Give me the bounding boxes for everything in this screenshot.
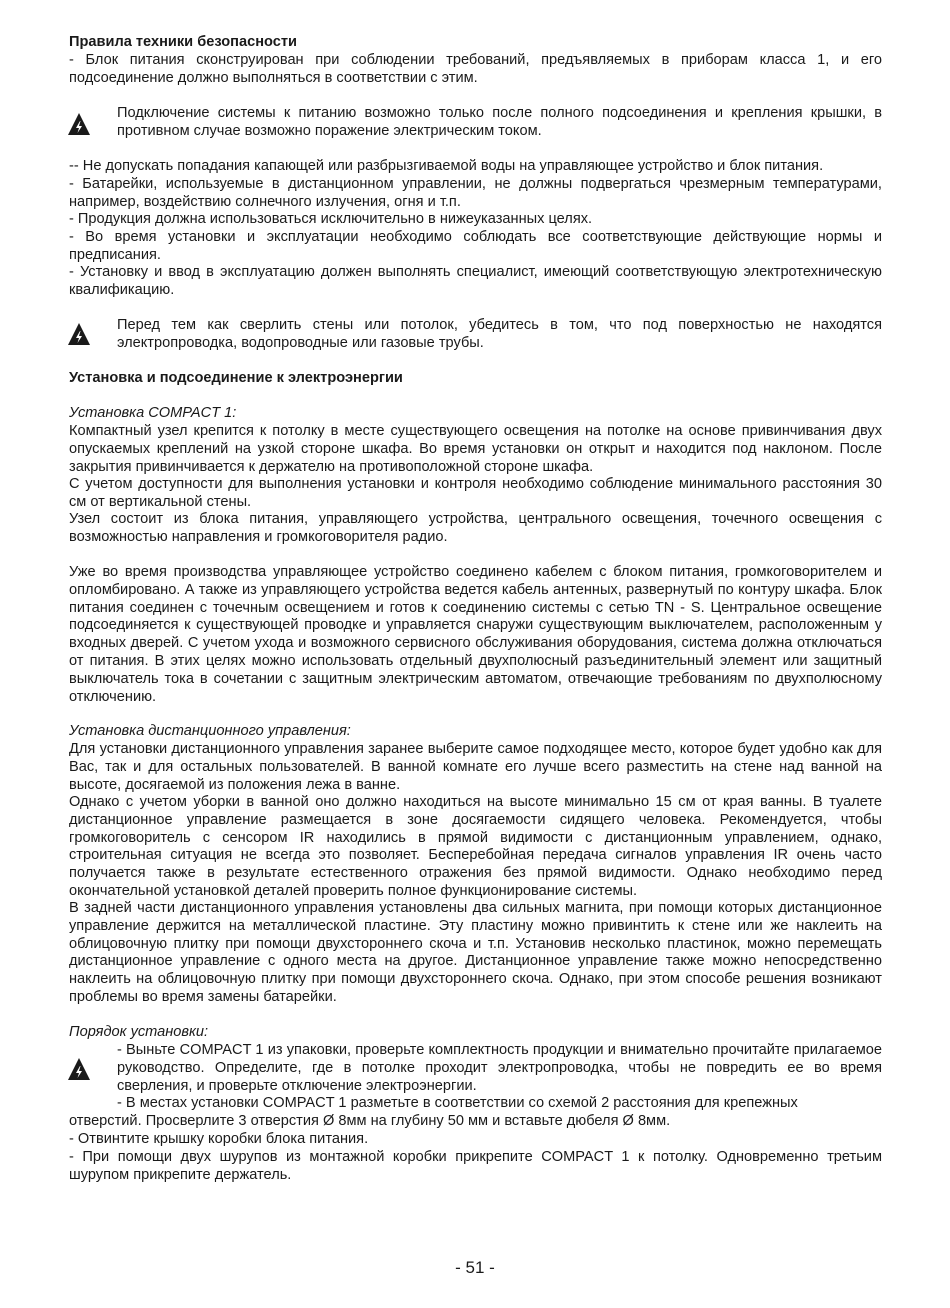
warning-text-power: Подключение системы к питанию возможно только после полного подсоединения и крепления крышки, в противном случае возможно поражение электрическим током.	[117, 105, 882, 139]
compact-paragraph: С учетом доступности для выполнения установки и контроля необходимо соблюдение минимального расстояния 30 см от вертикальной стены.	[69, 476, 882, 510]
safety-item: - Батарейки, используемые в дистанционном управлении, не должны подвергаться чрезмерным температурами, например, воздействию солнечного излучения, огня и т.п.	[69, 176, 882, 210]
safety-item: - Установку и ввод в эксплуатацию должен выполнять специалист, имеющий соответствующую электротехническую квалификацию.	[69, 264, 882, 298]
page-number: - 51 -	[455, 1258, 495, 1277]
install-heading: Установка и подсоединение к электроэнергии	[69, 370, 403, 386]
order-step: - При помощи двух шурупов из монтажной коробки прикрепите COMPACT 1 к потолку. Одновременно третьим шурупом прикрепите держатель.	[69, 1149, 882, 1183]
order-step-warning: - Выньте COMPACT 1 из упаковки, проверьте комплектность продукции и внимательно прочитайте прилагаемое руководство. Определите, где в потолке проходит электропроводка, чтобы не повредить ее во время сверления, и проверьте отключение электроэнергии.	[117, 1042, 882, 1094]
warning-icon	[68, 113, 90, 135]
safety-item: -- Не допускать попадания капающей или разбрызгиваемой воды на управляющее устройство и блок питания.	[69, 158, 824, 174]
remote-paragraph: Однако с учетом уборки в ванной оно должно находиться на высоте минимально 15 см от края ванны. В туалете дистанционное управление размещается в зоне досягаемости сидящего человека. Рекомендуется, чтобы громкоговоритель с сенсором IR находились в прямой видимости с дистанционным управлением, однако, строительная ситуация не всегда это позволяет. Бесперебойная передача сигналов управления IR очень часто получается также в результате естественного отражения без прямой видимости. Однако необходимо перед окончательной установкой деталей проверить полное функционирование системы.	[69, 794, 882, 899]
compact-paragraph: Узел состоит из блока питания, управляющего устройства, центрального освещения, точечного освещения с возможностью направления и громкоговорителя радио.	[69, 511, 882, 545]
compact-paragraph: Компактный узел крепится к потолку в месте существующего освещения на потолке на основе привинчивания двух опускаемых креплений на узкой стороне шкафа. Во время установки он открыт и находится под наклоном. После закрытия привинчивается к держателю на противоположной стороне шкафа.	[69, 423, 882, 475]
remote-subheading: Установка дистанционного управления:	[69, 723, 351, 739]
compact-subheading: Установка COMPACT 1:	[69, 405, 237, 421]
order-step: - Отвинтите крышку коробки блока питания.	[69, 1131, 369, 1147]
warning-icon	[68, 1058, 90, 1080]
order-step-line: отверстий. Просверлите 3 отверстия Ø 8мм на глубину 50 мм и вставьте дюбеля Ø 8мм.	[69, 1113, 671, 1129]
warning-text-drilling: Перед тем как сверлить стены или потолок, убедитесь в том, что под поверхностью не находятся электропроводка, водопроводные или газовые трубы.	[117, 317, 882, 351]
order-step-line: - В местах установки COMPACT 1 разметьте в соответствии со схемой 2 расстояния для крепежных	[117, 1095, 798, 1111]
production-paragraph: Уже во время производства управляющее устройство соединено кабелем с блоком питания, громкоговорителем и опломбировано. А также из управляющего устройства ведется кабель антенных, развернутый по контуру шкафа. Блок питания соединен с точечным освещением и готов к соединению системы с сетью TN - S. Центральное освещение подсоединяется к существующей проводке и управляется снаружи существующим выключателем, расположенным у входных дверей. С учетом ухода и возможного сервисного обслуживания оборудования, система должна отключаться от питания. В этих целях можно использовать отдельный двухполюсный разъединительный элемент или защитный выключатель тока в сочетании с защитным электрическим автоматом, отвечающие требованиям по двухполюсному отключению.	[69, 564, 882, 705]
safety-item: - Продукция должна использоваться исключительно в нижеуказанных целях.	[69, 211, 593, 227]
remote-paragraph: Для установки дистанционного управления заранее выберите самое подходящее место, которое будет удобно как для Вас, так и для остальных пользователей. В ванной комнате его лучше всего разместить на стене над ванной на высоте, досягаемой из положения лежа в ванне.	[69, 741, 882, 793]
remote-paragraph: В задней части дистанционного управления установлены два сильных магнита, при помощи которых дистанционное управление держится на металлической пластине. Эту пластину можно привинтить к стене или же наклеить на облицовочную плитку при помощи двухстороннего скоча и т.п. Установив несколько пластинок, можно перемещать дистанционное управление с одного места на другое. Дистанционное управление также можно непосредственно наклеить на облицовочную плитку при помощи двухстороннего скоча. Однако, при этом способе решения возникают проблемы во время замены батарейки.	[69, 900, 882, 1005]
warning-icon	[68, 323, 90, 345]
safety-paragraph: - Блок питания сконструирован при соблюдении требований, предъявляемых в приборам класса 1, и его подсоединение должно выполняться в соответствии с этим.	[69, 52, 882, 86]
order-subheading: Порядок установки:	[69, 1024, 209, 1040]
safety-item: - Во время установки и эксплуатации необходимо соблюдать все соответствующие действующие нормы и предписания.	[69, 229, 882, 263]
safety-heading: Правила техники безопасности	[69, 34, 297, 50]
